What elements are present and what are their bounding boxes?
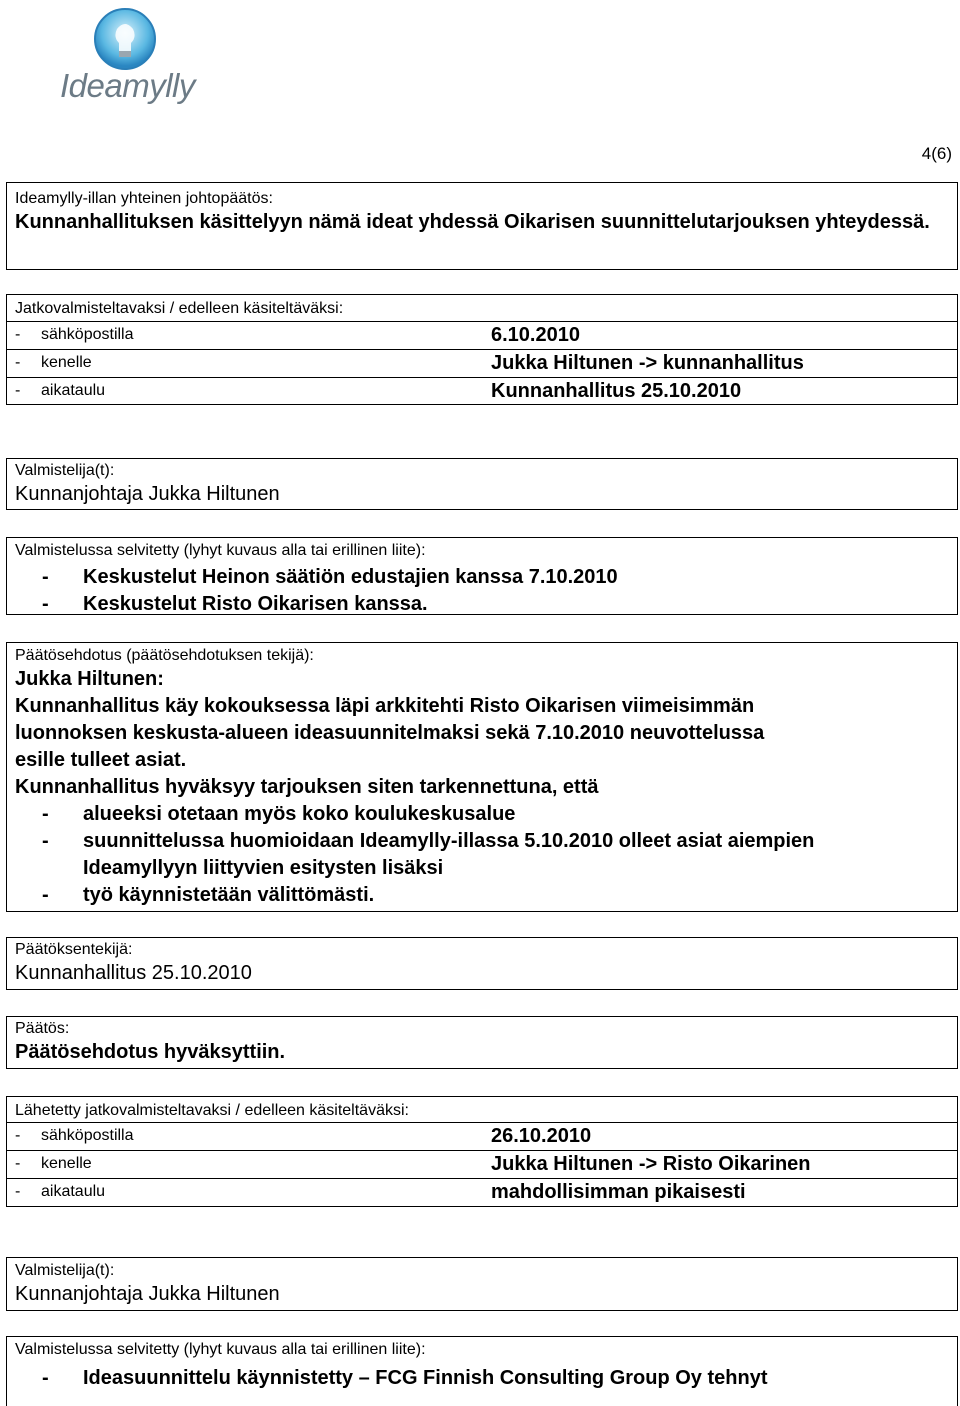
table-row: - kenelle Jukka Hiltunen -> kunnanhallitus: [7, 349, 957, 377]
proposal-line: esille tulleet asiat.: [15, 749, 187, 771]
proposal-box: [6, 642, 958, 912]
list-item: - työ käynnistetään välittömästi.: [42, 884, 375, 906]
row-value: Kunnanhallitus 25.10.2010: [491, 380, 742, 402]
preparer-box-2: [6, 1257, 958, 1311]
proposal-author: Jukka Hiltunen:: [15, 668, 164, 690]
list-item: - Ideasuunnittelu käynnistetty – FCG Finnish Consulting Group Oy tehnyt: [42, 1367, 768, 1389]
further-prep-label: Jatkovalmisteltavaksi / edelleen käsiteltäväksi:: [15, 300, 344, 317]
table-row: - aikataulu mahdollisimman pikaisesti: [7, 1178, 957, 1206]
decision-maker-label: Päätöksentekijä:: [15, 941, 133, 958]
list-item-continuation: Ideamyllyyn liittyvien esitysten lisäksi: [83, 857, 444, 879]
proposal-line: Kunnanhallitus käy kokouksessa läpi arkkitehti Risto Oikarisen viimeisimmän: [15, 695, 755, 717]
list-item: - alueeksi otetaan myös koko koulukeskusalue: [42, 803, 516, 825]
page-number: 4(6): [921, 144, 952, 163]
row-value: Jukka Hiltunen -> kunnanhallitus: [491, 352, 804, 374]
row-key: aikataulu: [41, 382, 106, 399]
preparer-box-1: [6, 458, 958, 510]
decision-maker-box: [6, 937, 958, 990]
further-prep-box-1: [6, 294, 958, 405]
row-key: sähköpostilla: [41, 326, 134, 343]
row-value: 26.10.2010: [491, 1125, 592, 1147]
prep-notes-label: Valmistelussa selvitetty (lyhyt kuvaus alla tai erillinen liite):: [15, 1341, 426, 1358]
preparer-value: Kunnanjohtaja Jukka Hiltunen: [15, 483, 280, 505]
preparer-label: Valmistelija(t):: [15, 462, 115, 479]
list-item: - Keskustelut Risto Oikarisen kanssa.: [42, 593, 428, 615]
table-row: - aikataulu Kunnanhallitus 25.10.2010: [7, 377, 957, 405]
decision-label: Päätös:: [15, 1020, 70, 1037]
prep-notes-label: Valmistelussa selvitetty (lyhyt kuvaus alla tai erillinen liite):: [15, 542, 426, 559]
ideamylly-logo: [55, 5, 195, 110]
table-row: - sähköpostilla 6.10.2010: [7, 321, 957, 349]
decision-value: Päätösehdotus hyväksyttiin.: [15, 1041, 286, 1063]
proposal-label: Päätösehdotus (päätösehdotuksen tekijä):: [15, 647, 314, 664]
conclusion-box: [6, 182, 958, 270]
proposal-line: luonnoksen keskusta-alueen ideasuunnitelmaksi sekä 7.10.2010 neuvottelussa: [15, 722, 765, 744]
proposal-line: Kunnanhallitus hyväksyy tarjouksen siten tarkennettuna, että: [15, 776, 599, 798]
decision-maker-value: Kunnanhallitus 25.10.2010: [15, 962, 252, 984]
list-item: - suunnittelussa huomioidaan Ideamylly-illassa 5.10.2010 olleet asiat aiempien: [42, 830, 815, 852]
list-item: - Keskustelut Heinon säätiön edustajien kanssa 7.10.2010: [42, 566, 618, 588]
row-key: aikataulu: [41, 1183, 106, 1200]
row-value: Jukka Hiltunen -> Risto Oikarinen: [491, 1153, 811, 1175]
row-key: sähköpostilla: [41, 1127, 134, 1144]
conclusion-label: Ideamylly-illan yhteinen johtopäätös:: [15, 190, 273, 207]
row-key: kenelle: [41, 354, 92, 371]
further-prep-label: Lähetetty jatkovalmisteltavaksi / edelleen käsiteltäväksi:: [15, 1102, 409, 1119]
table-row: - kenelle Jukka Hiltunen -> Risto Oikarinen: [7, 1150, 957, 1178]
decision-box: [6, 1016, 958, 1069]
row-key: kenelle: [41, 1155, 92, 1172]
preparer-value: Kunnanjohtaja Jukka Hiltunen: [15, 1283, 280, 1305]
logo-text: Ideamylly: [60, 67, 195, 104]
prep-notes-box-2: [6, 1336, 958, 1406]
conclusion-text: Kunnanhallituksen käsittelyyn nämä ideat yhdessä Oikarisen suunnittelutarjouksen yhteydessä.: [15, 211, 930, 233]
row-value: 6.10.2010: [491, 324, 580, 346]
further-prep-box-2: [6, 1096, 958, 1207]
lightbulb-icon: [55, 5, 195, 75]
preparer-label: Valmistelija(t):: [15, 1262, 115, 1279]
row-value: mahdollisimman pikaisesti: [491, 1181, 746, 1203]
table-row: - sähköpostilla 26.10.2010: [7, 1122, 957, 1150]
prep-notes-box-1: [6, 537, 958, 615]
